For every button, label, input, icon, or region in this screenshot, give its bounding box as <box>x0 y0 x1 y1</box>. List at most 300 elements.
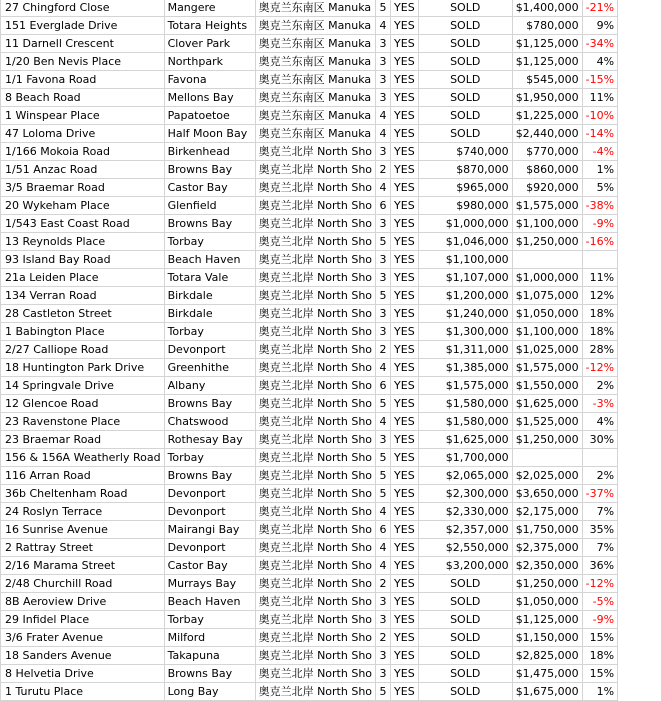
price-cell[interactable]: $2,175,000 <box>512 503 582 521</box>
price-cell[interactable]: $1,125,000 <box>512 53 582 71</box>
status-price-cell[interactable]: $2,550,000 <box>418 539 512 557</box>
region-cell[interactable]: 奥克兰北岸 North Sho <box>255 395 375 413</box>
flag-cell[interactable]: YES <box>391 557 419 575</box>
change-cell[interactable]: -9% <box>582 215 617 233</box>
address-cell[interactable]: 36b Cheltenham Road <box>1 485 165 503</box>
bedrooms-cell[interactable]: 4 <box>376 17 391 35</box>
flag-cell[interactable]: YES <box>391 53 419 71</box>
change-cell[interactable]: -5% <box>582 593 617 611</box>
change-cell[interactable]: 18% <box>582 647 617 665</box>
price-cell[interactable]: $2,825,000 <box>512 647 582 665</box>
status-price-cell[interactable]: SOLD <box>418 575 512 593</box>
price-cell[interactable]: $1,475,000 <box>512 665 582 683</box>
suburb-cell[interactable]: Mellons Bay <box>164 89 255 107</box>
region-cell[interactable]: 奥克兰东南区 Manuka <box>255 71 375 89</box>
flag-cell[interactable]: YES <box>391 215 419 233</box>
flag-cell[interactable]: YES <box>391 665 419 683</box>
bedrooms-cell[interactable]: 2 <box>376 161 391 179</box>
bedrooms-cell[interactable]: 3 <box>376 251 391 269</box>
suburb-cell[interactable]: Castor Bay <box>164 179 255 197</box>
price-cell[interactable]: $780,000 <box>512 17 582 35</box>
bedrooms-cell[interactable]: 5 <box>376 467 391 485</box>
address-cell[interactable]: 116 Arran Road <box>1 467 165 485</box>
suburb-cell[interactable]: Albany <box>164 377 255 395</box>
region-cell[interactable]: 奥克兰东南区 Manuka <box>255 35 375 53</box>
change-cell[interactable]: 7% <box>582 539 617 557</box>
change-cell[interactable]: 5% <box>582 179 617 197</box>
price-cell[interactable]: $1,125,000 <box>512 611 582 629</box>
status-price-cell[interactable]: $870,000 <box>418 161 512 179</box>
bedrooms-cell[interactable]: 2 <box>376 629 391 647</box>
change-cell[interactable]: 11% <box>582 89 617 107</box>
flag-cell[interactable]: YES <box>391 503 419 521</box>
flag-cell[interactable]: YES <box>391 395 419 413</box>
region-cell[interactable]: 奥克兰北岸 North Sho <box>255 539 375 557</box>
bedrooms-cell[interactable]: 6 <box>376 197 391 215</box>
change-cell[interactable]: -4% <box>582 143 617 161</box>
price-cell[interactable]: $2,440,000 <box>512 125 582 143</box>
bedrooms-cell[interactable]: 4 <box>376 359 391 377</box>
price-cell[interactable]: $1,625,000 <box>512 395 582 413</box>
change-cell[interactable] <box>582 449 617 467</box>
status-price-cell[interactable]: SOLD <box>418 593 512 611</box>
suburb-cell[interactable]: Browns Bay <box>164 665 255 683</box>
bedrooms-cell[interactable]: 4 <box>376 413 391 431</box>
bedrooms-cell[interactable]: 5 <box>376 485 391 503</box>
suburb-cell[interactable]: Chatswood <box>164 413 255 431</box>
address-cell[interactable]: 23 Ravenstone Place <box>1 413 165 431</box>
region-cell[interactable]: 奥克兰北岸 North Sho <box>255 341 375 359</box>
status-price-cell[interactable]: SOLD <box>418 629 512 647</box>
bedrooms-cell[interactable]: 4 <box>376 539 391 557</box>
flag-cell[interactable]: YES <box>391 305 419 323</box>
change-cell[interactable]: 2% <box>582 377 617 395</box>
suburb-cell[interactable]: Papatoetoe <box>164 107 255 125</box>
region-cell[interactable]: 奥克兰北岸 North Sho <box>255 485 375 503</box>
change-cell[interactable]: 1% <box>582 683 617 701</box>
status-price-cell[interactable]: $1,580,000 <box>418 413 512 431</box>
change-cell[interactable]: -10% <box>582 107 617 125</box>
status-price-cell[interactable]: $1,575,000 <box>418 377 512 395</box>
region-cell[interactable]: 奥克兰北岸 North Sho <box>255 521 375 539</box>
status-price-cell[interactable]: $965,000 <box>418 179 512 197</box>
region-cell[interactable]: 奥克兰北岸 North Sho <box>255 413 375 431</box>
region-cell[interactable]: 奥克兰北岸 North Sho <box>255 305 375 323</box>
status-price-cell[interactable]: $1,625,000 <box>418 431 512 449</box>
bedrooms-cell[interactable]: 2 <box>376 341 391 359</box>
address-cell[interactable]: 14 Springvale Drive <box>1 377 165 395</box>
change-cell[interactable]: 12% <box>582 287 617 305</box>
address-cell[interactable]: 21a Leiden Place <box>1 269 165 287</box>
suburb-cell[interactable]: Devonport <box>164 539 255 557</box>
change-cell[interactable]: 1% <box>582 161 617 179</box>
region-cell[interactable]: 奥克兰北岸 North Sho <box>255 467 375 485</box>
price-cell[interactable]: $1,250,000 <box>512 233 582 251</box>
change-cell[interactable]: 36% <box>582 557 617 575</box>
region-cell[interactable]: 奥克兰北岸 North Sho <box>255 683 375 701</box>
change-cell[interactable]: 15% <box>582 665 617 683</box>
address-cell[interactable]: 93 Island Bay Road <box>1 251 165 269</box>
address-cell[interactable]: 11 Darnell Crescent <box>1 35 165 53</box>
address-cell[interactable]: 18 Sanders Avenue <box>1 647 165 665</box>
price-cell[interactable]: $1,525,000 <box>512 413 582 431</box>
flag-cell[interactable]: YES <box>391 539 419 557</box>
bedrooms-cell[interactable]: 4 <box>376 557 391 575</box>
suburb-cell[interactable]: Northpark <box>164 53 255 71</box>
change-cell[interactable]: 4% <box>582 413 617 431</box>
address-cell[interactable]: 1 Babington Place <box>1 323 165 341</box>
bedrooms-cell[interactable]: 3 <box>376 305 391 323</box>
status-price-cell[interactable]: SOLD <box>418 611 512 629</box>
bedrooms-cell[interactable]: 5 <box>376 233 391 251</box>
flag-cell[interactable]: YES <box>391 431 419 449</box>
bedrooms-cell[interactable]: 5 <box>376 683 391 701</box>
suburb-cell[interactable]: Beach Haven <box>164 593 255 611</box>
address-cell[interactable]: 20 Wykeham Place <box>1 197 165 215</box>
suburb-cell[interactable]: Greenhithe <box>164 359 255 377</box>
suburb-cell[interactable]: Mangere <box>164 0 255 17</box>
price-cell[interactable]: $920,000 <box>512 179 582 197</box>
status-price-cell[interactable]: $1,200,000 <box>418 287 512 305</box>
status-price-cell[interactable]: $1,100,000 <box>418 251 512 269</box>
address-cell[interactable]: 1/51 Anzac Road <box>1 161 165 179</box>
change-cell[interactable]: -15% <box>582 71 617 89</box>
price-cell[interactable]: $1,150,000 <box>512 629 582 647</box>
suburb-cell[interactable]: Murrays Bay <box>164 575 255 593</box>
address-cell[interactable]: 156 & 156A Weatherly Road <box>1 449 165 467</box>
status-price-cell[interactable]: SOLD <box>418 89 512 107</box>
address-cell[interactable]: 8 Beach Road <box>1 89 165 107</box>
flag-cell[interactable]: YES <box>391 449 419 467</box>
flag-cell[interactable]: YES <box>391 377 419 395</box>
flag-cell[interactable]: YES <box>391 89 419 107</box>
address-cell[interactable]: 27 Chingford Close <box>1 0 165 17</box>
suburb-cell[interactable]: Birkdale <box>164 287 255 305</box>
price-cell[interactable]: $1,575,000 <box>512 359 582 377</box>
bedrooms-cell[interactable]: 3 <box>376 143 391 161</box>
status-price-cell[interactable]: $1,000,000 <box>418 215 512 233</box>
address-cell[interactable]: 1/166 Mokoia Road <box>1 143 165 161</box>
flag-cell[interactable]: YES <box>391 575 419 593</box>
flag-cell[interactable]: YES <box>391 143 419 161</box>
flag-cell[interactable]: YES <box>391 467 419 485</box>
suburb-cell[interactable]: Birkdale <box>164 305 255 323</box>
status-price-cell[interactable]: SOLD <box>418 0 512 17</box>
suburb-cell[interactable]: Glenfield <box>164 197 255 215</box>
suburb-cell[interactable]: Clover Park <box>164 35 255 53</box>
suburb-cell[interactable]: Browns Bay <box>164 467 255 485</box>
suburb-cell[interactable]: Totara Heights <box>164 17 255 35</box>
suburb-cell[interactable]: Rothesay Bay <box>164 431 255 449</box>
address-cell[interactable]: 16 Sunrise Avenue <box>1 521 165 539</box>
bedrooms-cell[interactable]: 3 <box>376 647 391 665</box>
status-price-cell[interactable]: $1,300,000 <box>418 323 512 341</box>
suburb-cell[interactable]: Takapuna <box>164 647 255 665</box>
address-cell[interactable]: 8B Aeroview Drive <box>1 593 165 611</box>
flag-cell[interactable]: YES <box>391 269 419 287</box>
price-cell[interactable]: $1,000,000 <box>512 269 582 287</box>
price-cell[interactable]: $1,050,000 <box>512 305 582 323</box>
bedrooms-cell[interactable]: 5 <box>376 287 391 305</box>
address-cell[interactable]: 1 Turutu Place <box>1 683 165 701</box>
change-cell[interactable]: -12% <box>582 359 617 377</box>
address-cell[interactable]: 3/6 Frater Avenue <box>1 629 165 647</box>
price-cell[interactable]: $2,375,000 <box>512 539 582 557</box>
region-cell[interactable]: 奥克兰北岸 North Sho <box>255 359 375 377</box>
flag-cell[interactable]: YES <box>391 125 419 143</box>
flag-cell[interactable]: YES <box>391 287 419 305</box>
region-cell[interactable]: 奥克兰东南区 Manuka <box>255 125 375 143</box>
change-cell[interactable]: 18% <box>582 323 617 341</box>
price-cell[interactable]: $545,000 <box>512 71 582 89</box>
bedrooms-cell[interactable]: 3 <box>376 611 391 629</box>
status-price-cell[interactable]: $1,046,000 <box>418 233 512 251</box>
suburb-cell[interactable]: Devonport <box>164 485 255 503</box>
flag-cell[interactable]: YES <box>391 161 419 179</box>
suburb-cell[interactable]: Browns Bay <box>164 215 255 233</box>
price-cell[interactable]: $1,675,000 <box>512 683 582 701</box>
address-cell[interactable]: 2 Rattray Street <box>1 539 165 557</box>
price-cell[interactable]: $1,750,000 <box>512 521 582 539</box>
region-cell[interactable]: 奥克兰北岸 North Sho <box>255 377 375 395</box>
region-cell[interactable]: 奥克兰北岸 North Sho <box>255 269 375 287</box>
flag-cell[interactable]: YES <box>391 485 419 503</box>
suburb-cell[interactable]: Long Bay <box>164 683 255 701</box>
flag-cell[interactable]: YES <box>391 17 419 35</box>
status-price-cell[interactable]: $980,000 <box>418 197 512 215</box>
price-cell[interactable] <box>512 251 582 269</box>
bedrooms-cell[interactable]: 6 <box>376 521 391 539</box>
region-cell[interactable]: 奥克兰东南区 Manuka <box>255 0 375 17</box>
status-price-cell[interactable]: $1,580,000 <box>418 395 512 413</box>
price-cell[interactable]: $770,000 <box>512 143 582 161</box>
region-cell[interactable]: 奥克兰北岸 North Sho <box>255 575 375 593</box>
address-cell[interactable]: 3/5 Braemar Road <box>1 179 165 197</box>
price-cell[interactable]: $2,025,000 <box>512 467 582 485</box>
flag-cell[interactable]: YES <box>391 341 419 359</box>
change-cell[interactable]: -38% <box>582 197 617 215</box>
region-cell[interactable]: 奥克兰北岸 North Sho <box>255 629 375 647</box>
region-cell[interactable]: 奥克兰北岸 North Sho <box>255 665 375 683</box>
status-price-cell[interactable]: SOLD <box>418 53 512 71</box>
status-price-cell[interactable]: $3,200,000 <box>418 557 512 575</box>
flag-cell[interactable]: YES <box>391 233 419 251</box>
region-cell[interactable]: 奥克兰北岸 North Sho <box>255 611 375 629</box>
address-cell[interactable]: 8 Helvetia Drive <box>1 665 165 683</box>
status-price-cell[interactable]: $1,311,000 <box>418 341 512 359</box>
address-cell[interactable]: 47 Loloma Drive <box>1 125 165 143</box>
region-cell[interactable]: 奥克兰北岸 North Sho <box>255 161 375 179</box>
bedrooms-cell[interactable]: 3 <box>376 431 391 449</box>
change-cell[interactable]: 11% <box>582 269 617 287</box>
price-cell[interactable]: $2,350,000 <box>512 557 582 575</box>
flag-cell[interactable]: YES <box>391 683 419 701</box>
bedrooms-cell[interactable]: 4 <box>376 125 391 143</box>
status-price-cell[interactable]: $2,357,000 <box>418 521 512 539</box>
address-cell[interactable]: 1 Winspear Place <box>1 107 165 125</box>
status-price-cell[interactable]: $2,065,000 <box>418 467 512 485</box>
change-cell[interactable]: -21% <box>582 0 617 17</box>
status-price-cell[interactable]: $2,300,000 <box>418 485 512 503</box>
change-cell[interactable]: -3% <box>582 395 617 413</box>
flag-cell[interactable]: YES <box>391 521 419 539</box>
price-cell[interactable]: $1,100,000 <box>512 215 582 233</box>
suburb-cell[interactable]: Browns Bay <box>164 161 255 179</box>
bedrooms-cell[interactable]: 5 <box>376 395 391 413</box>
address-cell[interactable]: 134 Verran Road <box>1 287 165 305</box>
status-price-cell[interactable]: SOLD <box>418 71 512 89</box>
change-cell[interactable]: 35% <box>582 521 617 539</box>
region-cell[interactable]: 奥克兰北岸 North Sho <box>255 449 375 467</box>
change-cell[interactable]: -16% <box>582 233 617 251</box>
status-price-cell[interactable]: SOLD <box>418 647 512 665</box>
suburb-cell[interactable]: Mairangi Bay <box>164 521 255 539</box>
suburb-cell[interactable]: Totara Vale <box>164 269 255 287</box>
region-cell[interactable]: 奥克兰东南区 Manuka <box>255 17 375 35</box>
flag-cell[interactable]: YES <box>391 107 419 125</box>
flag-cell[interactable]: YES <box>391 0 419 17</box>
address-cell[interactable]: 151 Everglade Drive <box>1 17 165 35</box>
address-cell[interactable]: 18 Huntington Park Drive <box>1 359 165 377</box>
region-cell[interactable]: 奥克兰北岸 North Sho <box>255 593 375 611</box>
address-cell[interactable]: 2/48 Churchill Road <box>1 575 165 593</box>
region-cell[interactable]: 奥克兰北岸 North Sho <box>255 557 375 575</box>
address-cell[interactable]: 24 Roslyn Terrace <box>1 503 165 521</box>
change-cell[interactable]: 28% <box>582 341 617 359</box>
change-cell[interactable]: 30% <box>582 431 617 449</box>
flag-cell[interactable]: YES <box>391 611 419 629</box>
region-cell[interactable]: 奥克兰北岸 North Sho <box>255 233 375 251</box>
suburb-cell[interactable]: Half Moon Bay <box>164 125 255 143</box>
status-price-cell[interactable]: $2,330,000 <box>418 503 512 521</box>
status-price-cell[interactable]: SOLD <box>418 35 512 53</box>
address-cell[interactable]: 29 Infidel Place <box>1 611 165 629</box>
bedrooms-cell[interactable]: 3 <box>376 323 391 341</box>
flag-cell[interactable]: YES <box>391 359 419 377</box>
price-cell[interactable]: $860,000 <box>512 161 582 179</box>
price-cell[interactable]: $1,100,000 <box>512 323 582 341</box>
price-cell[interactable]: $1,225,000 <box>512 107 582 125</box>
flag-cell[interactable]: YES <box>391 413 419 431</box>
address-cell[interactable]: 1/20 Ben Nevis Place <box>1 53 165 71</box>
region-cell[interactable]: 奥克兰北岸 North Sho <box>255 287 375 305</box>
suburb-cell[interactable]: Castor Bay <box>164 557 255 575</box>
bedrooms-cell[interactable]: 3 <box>376 71 391 89</box>
address-cell[interactable]: 12 Glencoe Road <box>1 395 165 413</box>
bedrooms-cell[interactable]: 5 <box>376 0 391 17</box>
status-price-cell[interactable]: SOLD <box>418 107 512 125</box>
suburb-cell[interactable]: Favona <box>164 71 255 89</box>
price-cell[interactable]: $1,075,000 <box>512 287 582 305</box>
change-cell[interactable]: 18% <box>582 305 617 323</box>
bedrooms-cell[interactable]: 6 <box>376 377 391 395</box>
bedrooms-cell[interactable]: 3 <box>376 665 391 683</box>
change-cell[interactable] <box>582 251 617 269</box>
suburb-cell[interactable]: Torbay <box>164 233 255 251</box>
flag-cell[interactable]: YES <box>391 179 419 197</box>
flag-cell[interactable]: YES <box>391 197 419 215</box>
suburb-cell[interactable]: Torbay <box>164 323 255 341</box>
bedrooms-cell[interactable]: 4 <box>376 179 391 197</box>
flag-cell[interactable]: YES <box>391 593 419 611</box>
region-cell[interactable]: 奥克兰北岸 North Sho <box>255 323 375 341</box>
price-cell[interactable] <box>512 449 582 467</box>
price-cell[interactable]: $1,550,000 <box>512 377 582 395</box>
bedrooms-cell[interactable]: 3 <box>376 35 391 53</box>
price-cell[interactable]: $1,250,000 <box>512 431 582 449</box>
status-price-cell[interactable]: $1,240,000 <box>418 305 512 323</box>
status-price-cell[interactable]: SOLD <box>418 683 512 701</box>
bedrooms-cell[interactable]: 3 <box>376 593 391 611</box>
change-cell[interactable]: 2% <box>582 467 617 485</box>
price-cell[interactable]: $3,650,000 <box>512 485 582 503</box>
price-cell[interactable]: $1,250,000 <box>512 575 582 593</box>
bedrooms-cell[interactable]: 3 <box>376 269 391 287</box>
bedrooms-cell[interactable]: 5 <box>376 449 391 467</box>
region-cell[interactable]: 奥克兰北岸 North Sho <box>255 197 375 215</box>
change-cell[interactable]: -34% <box>582 35 617 53</box>
region-cell[interactable]: 奥克兰北岸 North Sho <box>255 215 375 233</box>
suburb-cell[interactable]: Torbay <box>164 449 255 467</box>
address-cell[interactable]: 2/16 Marama Street <box>1 557 165 575</box>
region-cell[interactable]: 奥克兰北岸 North Sho <box>255 251 375 269</box>
flag-cell[interactable]: YES <box>391 323 419 341</box>
change-cell[interactable]: 4% <box>582 53 617 71</box>
price-cell[interactable]: $1,400,000 <box>512 0 582 17</box>
suburb-cell[interactable]: Milford <box>164 629 255 647</box>
status-price-cell[interactable]: $740,000 <box>418 143 512 161</box>
address-cell[interactable]: 1/1 Favona Road <box>1 71 165 89</box>
region-cell[interactable]: 奥克兰东南区 Manuka <box>255 107 375 125</box>
change-cell[interactable]: -9% <box>582 611 617 629</box>
change-cell[interactable]: 7% <box>582 503 617 521</box>
address-cell[interactable]: 28 Castleton Street <box>1 305 165 323</box>
region-cell[interactable]: 奥克兰北岸 North Sho <box>255 431 375 449</box>
suburb-cell[interactable]: Beach Haven <box>164 251 255 269</box>
address-cell[interactable]: 23 Braemar Road <box>1 431 165 449</box>
status-price-cell[interactable]: $1,385,000 <box>418 359 512 377</box>
region-cell[interactable]: 奥克兰东南区 Manuka <box>255 89 375 107</box>
flag-cell[interactable]: YES <box>391 647 419 665</box>
suburb-cell[interactable]: Torbay <box>164 611 255 629</box>
suburb-cell[interactable]: Devonport <box>164 341 255 359</box>
change-cell[interactable]: -14% <box>582 125 617 143</box>
bedrooms-cell[interactable]: 3 <box>376 53 391 71</box>
region-cell[interactable]: 奥克兰北岸 North Sho <box>255 503 375 521</box>
price-cell[interactable]: $1,575,000 <box>512 197 582 215</box>
status-price-cell[interactable]: $1,700,000 <box>418 449 512 467</box>
bedrooms-cell[interactable]: 3 <box>376 89 391 107</box>
change-cell[interactable]: -37% <box>582 485 617 503</box>
address-cell[interactable]: 1/543 East Coast Road <box>1 215 165 233</box>
status-price-cell[interactable]: SOLD <box>418 125 512 143</box>
region-cell[interactable]: 奥克兰北岸 North Sho <box>255 179 375 197</box>
change-cell[interactable]: -12% <box>582 575 617 593</box>
change-cell[interactable]: 9% <box>582 17 617 35</box>
status-price-cell[interactable]: SOLD <box>418 665 512 683</box>
region-cell[interactable]: 奥克兰东南区 Manuka <box>255 53 375 71</box>
flag-cell[interactable]: YES <box>391 251 419 269</box>
region-cell[interactable]: 奥克兰北岸 North Sho <box>255 647 375 665</box>
address-cell[interactable]: 13 Reynolds Place <box>1 233 165 251</box>
price-cell[interactable]: $1,050,000 <box>512 593 582 611</box>
flag-cell[interactable]: YES <box>391 629 419 647</box>
price-cell[interactable]: $1,125,000 <box>512 35 582 53</box>
bedrooms-cell[interactable]: 4 <box>376 503 391 521</box>
flag-cell[interactable]: YES <box>391 71 419 89</box>
status-price-cell[interactable]: $1,107,000 <box>418 269 512 287</box>
price-cell[interactable]: $1,025,000 <box>512 341 582 359</box>
